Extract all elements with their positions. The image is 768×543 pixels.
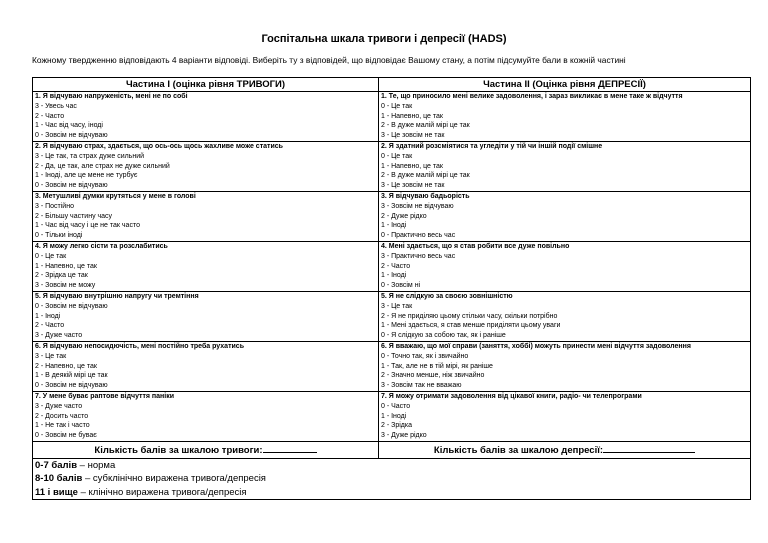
part2-question-2: [379, 142, 751, 192]
question-title: 6. Я відчуваю непосидючість, мені постійно треба рухатись: [35, 343, 245, 350]
question-row: [33, 92, 751, 142]
answer-option: 3 - Увесь час: [35, 102, 77, 110]
question-title: 4. Я можу легко сісти та розслабитись: [35, 243, 168, 250]
part2-question-5: [379, 292, 751, 342]
answer-option: 2 - В дуже малій мірі це так: [381, 122, 470, 130]
question-row: [33, 342, 751, 392]
part2-question-4: [379, 242, 751, 292]
answer-option: 1 - Не так і часто: [35, 422, 90, 430]
answer-option: 2 - Часто: [35, 322, 65, 330]
answer-option: 3 - Це зовсім не так: [381, 182, 445, 190]
part1-question-3: [33, 192, 379, 242]
hads-table: [32, 77, 751, 500]
answer-option: 3 - Дуже рідко: [381, 432, 427, 440]
question-row: [33, 292, 751, 342]
score-meaning: – норма: [77, 460, 116, 471]
score-meaning: – субклінічно виражена тривога/депресія: [82, 473, 266, 485]
depression-total: [379, 442, 751, 459]
answer-option: 1 - Напевно, це так: [381, 162, 443, 170]
answer-option: 1 - Іноді: [381, 222, 407, 230]
anxiety-total-label: Кількість балів за шкалою тривоги:: [94, 445, 263, 456]
page-title: Госпітальна шкала тривоги і депресії (HADS): [261, 33, 507, 45]
answer-option: 1 - Мені здається, я став менше приділяти цьому уваги: [381, 322, 561, 330]
part1-question-2: [33, 142, 379, 192]
answer-option: 0 - Тільки іноді: [35, 232, 83, 240]
totals-row: [33, 442, 751, 459]
answer-option: 2 - Досить часто: [35, 412, 89, 420]
score-range: 8-10 балів: [35, 473, 83, 485]
answer-option: 3 - Практично весь час: [381, 252, 456, 260]
answer-option: 0 - Точно так, як і звичайно: [381, 352, 469, 360]
answer-option: 0 - Часто: [381, 402, 411, 410]
answer-option: 1 - Іноді: [381, 412, 407, 420]
question-row: [33, 192, 751, 242]
question-row: [33, 142, 751, 192]
answer-option: 1 - Час від часу і це не так часто: [35, 222, 140, 230]
instructions: Кожному твердженню відповідають 4 варіанти відповіді. Виберіть ту з відповідей, що відповідає Вашому стану, а потім підсумуйте бали в кожній частині: [32, 55, 626, 65]
question-title: 2. Я здатний розсміятися та угледіти у тій чи іншій події смішне: [381, 143, 603, 150]
interpretation-row: [33, 459, 751, 500]
answer-option: 3 - Дуже часто: [35, 332, 83, 340]
question-title: 7. У мене буває раптове відчуття паніки: [35, 393, 175, 400]
answer-option: 0 - Зовсім не буває: [35, 432, 97, 440]
answer-option: 2 - Зрідка: [381, 422, 412, 430]
question-row: [33, 242, 751, 292]
answer-option: 3 - Це так, та страх дуже сильний: [35, 152, 145, 160]
answer-option: 3 - Це так: [381, 302, 413, 310]
answer-option: 1 - Іноді: [35, 312, 61, 320]
part1-question-1: [33, 92, 379, 142]
question-title: 6. Я вважаю, що мої справи (заняття, хоббі) можуть принести мені відчуття задоволення: [381, 343, 691, 350]
part1-question-7: [33, 392, 379, 442]
anxiety-total: [33, 442, 379, 459]
question-title: 5. Я не слідкую за своєю зовнішністю: [381, 293, 513, 300]
question-title: 7. Я можу отримати задоволення від цікавої книги, радіо- чи телепрограми: [381, 393, 642, 400]
part1-question-4: [33, 242, 379, 292]
answer-option: 3 - Зовсім не можу: [35, 282, 96, 290]
part2-question-3: [379, 192, 751, 242]
anxiety-total-blank[interactable]: [263, 442, 317, 453]
interpretation-line: [35, 472, 748, 485]
answer-option: 2 - Значно менше, ніж звичайно: [381, 372, 485, 380]
question-title: 1. Я відчуваю напруженість, мені не по собі: [35, 93, 188, 100]
question-title: 4. Мені здається, що я став робити все дуже повільно: [381, 243, 570, 250]
part2-question-7: [379, 392, 751, 442]
answer-option: 1 - Іноді, але це мене не турбує: [35, 172, 138, 180]
answer-option: 2 - В дуже малій мірі це так: [381, 172, 470, 180]
question-row: [33, 392, 751, 442]
answer-option: 0 - Зовсім не відчуваю: [35, 182, 108, 190]
answer-option: 0 - Зовсім не відчуваю: [35, 302, 108, 310]
answer-option: 1 - В деякій мірі це так: [35, 372, 108, 380]
answer-option: 1 - Іноді: [381, 272, 407, 280]
answer-option: 2 - Да, це так, але страх не дуже сильний: [35, 162, 170, 170]
answer-option: 1 - Так, але не в тій мірі, як раніше: [381, 362, 493, 370]
interpretation-line: [35, 486, 748, 499]
answer-option: 3 - Зовсім не відчуваю: [381, 202, 454, 210]
answer-option: 0 - Це так: [35, 252, 67, 260]
answer-option: 2 - Часто: [381, 262, 411, 270]
answer-option: 2 - Часто: [35, 112, 65, 120]
answer-option: 1 - Напевно, це так: [35, 262, 97, 270]
depression-total-label: Кількість балів за шкалою депресії:: [433, 445, 604, 456]
answer-option: 0 - Це так: [381, 152, 413, 160]
question-title: 3. Я відчуваю бадьорість: [381, 193, 470, 200]
question-title: 3. Метушливі думки крутяться у мене в голові: [35, 193, 196, 200]
answer-option: 3 - Дуже часто: [35, 402, 83, 410]
answer-option: 2 - Я не приділяю цьому стільки часу, скільки потрібно: [381, 312, 558, 320]
answer-option: 0 - Практично весь час: [381, 232, 456, 240]
answer-option: 1 - Напевно, це так: [381, 112, 443, 120]
answer-option: 0 - Зовсім не відчуваю: [35, 382, 108, 390]
answer-option: 0 - Я слідкую за собою так, як і раніше: [381, 332, 506, 340]
answer-option: 0 - Зовсім ні: [381, 282, 421, 290]
question-title: 1. Те, що приносило мені велике задоволення, і зараз викликає в мене таке ж відчуття: [381, 93, 683, 100]
part2-header: Частина ІІ (Оцінка рівня ДЕПРЕСІЇ): [379, 78, 751, 92]
answer-option: 2 - Зрідка це так: [35, 272, 88, 280]
score-meaning: – клінічно виражена тривога/депресія: [77, 486, 247, 498]
part1-question-6: [33, 342, 379, 392]
part1-header: Частина І (оцінка рівня ТРИВОГИ): [33, 78, 379, 92]
answer-option: 3 - Зовсім так не вважаю: [381, 382, 462, 390]
part1-question-5: [33, 292, 379, 342]
question-title: 2. Я відчуваю страх, здається, що ось-ось щось жахливе може статись: [35, 143, 283, 150]
question-title: 5. Я відчуваю внутрішню напругу чи тремтіння: [35, 293, 199, 300]
answer-option: 2 - Більшу частину часу: [35, 212, 113, 220]
answer-option: 0 - Це так: [381, 102, 413, 110]
answer-option: 3 - Це зовсім не так: [381, 132, 445, 140]
answer-option: 2 - Дуже рідко: [381, 212, 427, 220]
answer-option: 0 - Зовсім не відчуваю: [35, 132, 108, 140]
depression-total-blank[interactable]: [603, 442, 695, 453]
answer-option: 3 - Постійно: [35, 202, 74, 210]
answer-option: 1 - Час від часу, іноді: [35, 122, 103, 130]
interpretation: [33, 459, 751, 500]
answer-option: 2 - Напевно, це так: [35, 362, 97, 370]
answer-option: 3 - Це так: [35, 352, 67, 360]
score-range: 11 і вище: [35, 486, 78, 498]
interpretation-line: [35, 459, 748, 472]
part2-question-6: [379, 342, 751, 392]
part2-question-1: [379, 92, 751, 142]
score-range: 0-7 балів: [35, 460, 78, 471]
